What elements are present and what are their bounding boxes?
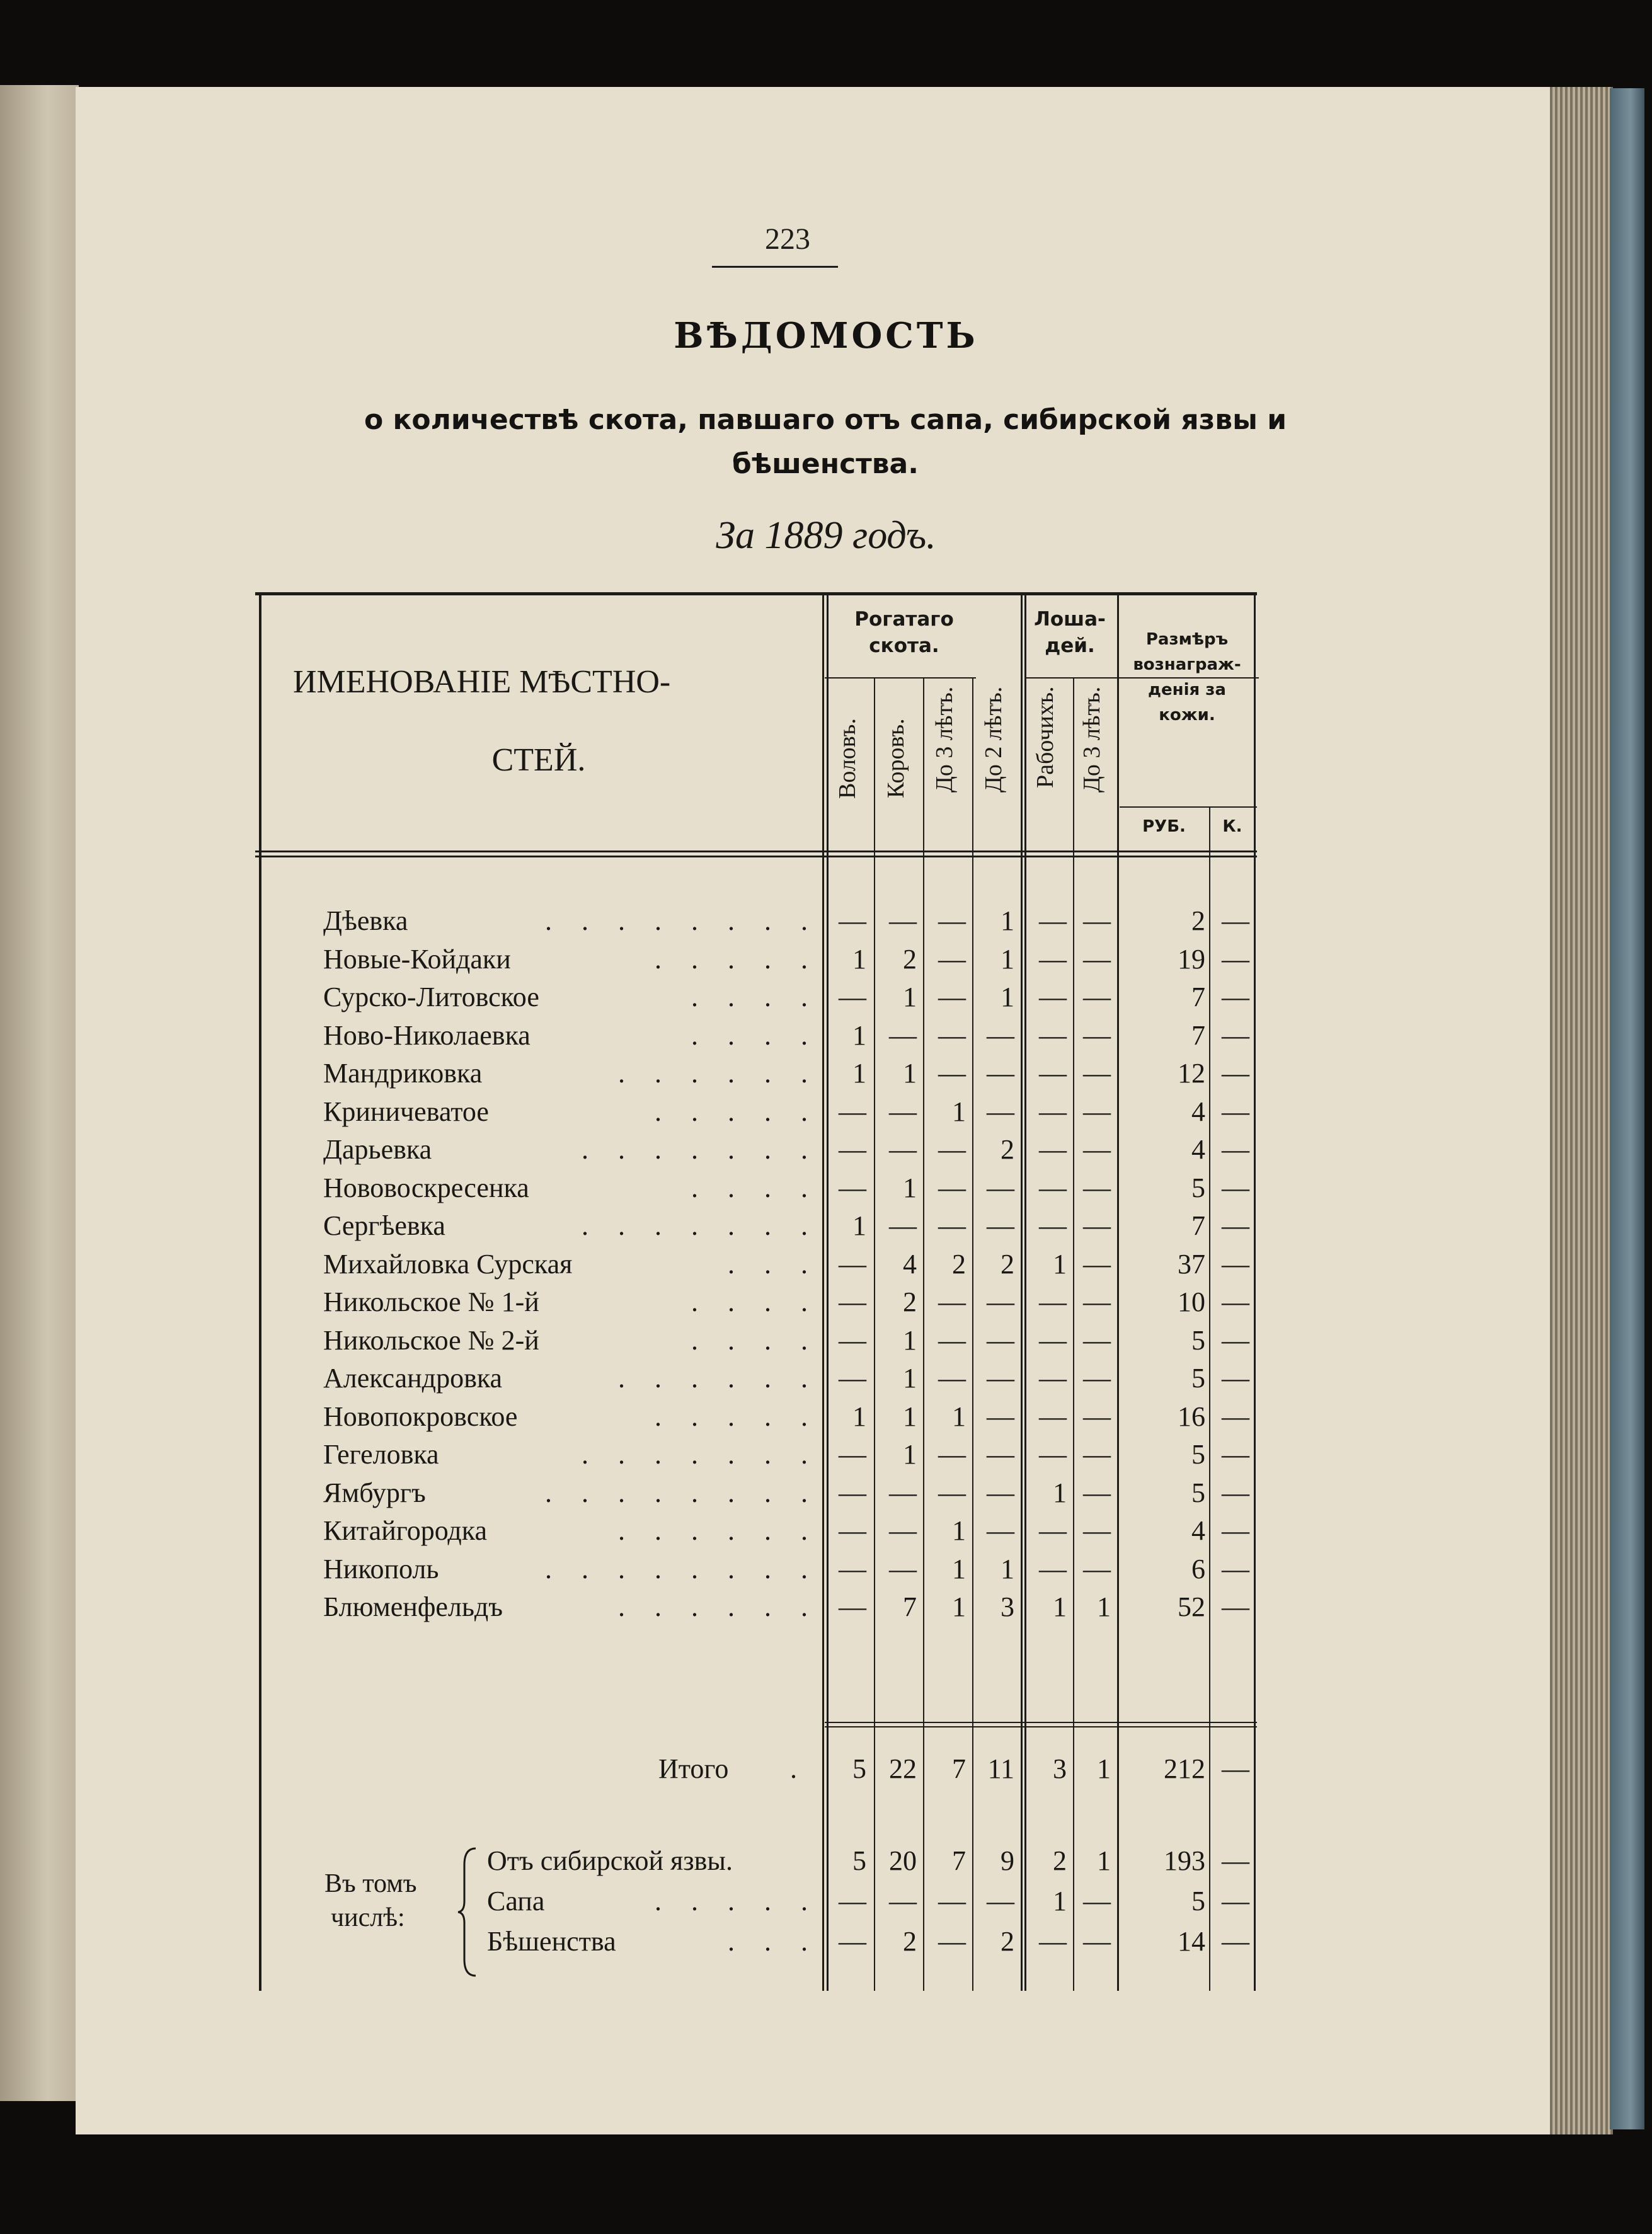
total-cows: 22: [889, 1753, 917, 1784]
cell-oxen: —: [839, 1591, 866, 1622]
cell-y3: —: [938, 1020, 966, 1051]
cell-kop: —: [1222, 1210, 1249, 1241]
row-name: Никольское № 1-й: [323, 1286, 539, 1317]
total-rub: 212: [1164, 1753, 1205, 1784]
cell-foal: —: [1083, 1172, 1111, 1203]
cell-y3: —: [938, 1058, 966, 1089]
row-name: Мандриковка: [323, 1058, 483, 1089]
row-name: Нововоскресенка: [323, 1172, 529, 1203]
cell-work: —: [1039, 1096, 1067, 1127]
cell-work: 1: [1053, 1477, 1067, 1508]
leader-dots: . . .: [728, 1926, 819, 1957]
cell-y3: —: [938, 982, 966, 1012]
cell-work: —: [1039, 1210, 1067, 1241]
cell-y3: —: [938, 1134, 966, 1165]
cell-oxen: 5: [852, 1845, 866, 1876]
cell-cows: 20: [889, 1845, 917, 1876]
breakdown-label: числѣ:: [331, 1903, 405, 1932]
cell-kop: —: [1222, 1515, 1249, 1546]
cell-y2: —: [987, 1172, 1014, 1203]
leader-dots: . . . . . . . .: [545, 905, 819, 936]
facing-page-edge: [0, 85, 79, 2101]
cell-y3: 1: [952, 1515, 966, 1546]
cell-work: 1: [1053, 1249, 1067, 1280]
cell-y3: —: [938, 905, 966, 936]
cell-rub: 10: [1178, 1286, 1205, 1317]
cell-cows: —: [889, 1210, 917, 1241]
cell-rub: 4: [1191, 1134, 1205, 1165]
row-name: Гегеловка: [323, 1439, 439, 1470]
cell-kop: —: [1222, 1058, 1249, 1089]
cell-oxen: —: [839, 1477, 866, 1508]
cell-work: —: [1039, 1020, 1067, 1051]
cell-oxen: 1: [852, 1401, 866, 1432]
cell-oxen: —: [839, 1096, 866, 1127]
cell-work: —: [1039, 1058, 1067, 1089]
header-col-foals3: До 3 лѣтъ.: [1079, 687, 1105, 793]
cell-y2: 9: [1001, 1845, 1014, 1876]
cell-foal: —: [1083, 1249, 1111, 1280]
cell-work: —: [1039, 1286, 1067, 1317]
cell-oxen: 1: [852, 1210, 866, 1241]
row-name: Ново-Николаевка: [323, 1020, 531, 1051]
cell-rub: 12: [1178, 1058, 1205, 1089]
leader-dots: . . . . .: [655, 944, 819, 975]
cell-cows: 2: [903, 1286, 917, 1317]
cell-y2: —: [987, 1439, 1014, 1470]
cell-rub: 37: [1178, 1249, 1205, 1280]
cell-work: 1: [1053, 1591, 1067, 1622]
header-name-line2: СТЕЙ.: [491, 742, 586, 778]
cell-oxen: —: [839, 1325, 866, 1356]
header-group-reward: Размѣръ вознаграж-денія за кожи.: [1133, 630, 1241, 725]
cell-foal: —: [1083, 1886, 1111, 1916]
row-name: Новые-Койдаки: [323, 944, 511, 975]
cell-foal: —: [1083, 1363, 1111, 1394]
cell-oxen: —: [839, 905, 866, 936]
cell-cows: —: [889, 1515, 917, 1546]
cell-work: —: [1039, 1172, 1067, 1203]
row-name: Александровка: [323, 1363, 503, 1394]
cell-y2: —: [987, 1286, 1014, 1317]
cell-kop: —: [1222, 982, 1249, 1012]
cell-y3: —: [938, 944, 966, 975]
row-name: Никополь: [323, 1554, 439, 1584]
column-rule: [1117, 592, 1119, 1991]
cell-cows: 1: [903, 1325, 917, 1356]
cell-cows: —: [889, 1134, 917, 1165]
cell-foal: —: [1083, 1554, 1111, 1584]
cell-cows: —: [889, 1020, 917, 1051]
cell-oxen: —: [839, 1249, 866, 1280]
leader-dots: . . . . .: [655, 1401, 819, 1432]
row-name: Михайловка Сурская: [323, 1249, 573, 1280]
cell-kop: —: [1222, 1249, 1249, 1280]
cell-rub: 5: [1191, 1325, 1205, 1356]
cell-y2: 1: [1001, 1554, 1014, 1584]
cell-kop: —: [1222, 1886, 1249, 1916]
cell-cows: 7: [903, 1591, 917, 1622]
leader-dots: . . . . . .: [618, 1058, 819, 1089]
cell-rub: 7: [1191, 982, 1205, 1012]
cell-rub: 5: [1191, 1439, 1205, 1470]
cell-rub: 5: [1191, 1363, 1205, 1394]
document-subtitle: о количествѣ скота, павшаго отъ сапа, сибирской язвы и бѣшенства.: [364, 404, 1287, 480]
leader-dots: . . . . . . .: [582, 1210, 819, 1241]
cell-oxen: —: [839, 1363, 866, 1394]
header-group-horses: Лоша-дей.: [1034, 608, 1106, 657]
header-col-cows: Коровъ.: [883, 718, 909, 798]
cell-rub: 7: [1191, 1210, 1205, 1241]
cell-rub: 16: [1178, 1401, 1205, 1432]
header-col-kop: К.: [1222, 817, 1242, 836]
header-bottom-rule: [255, 851, 1257, 852]
total-rule: [825, 1726, 1257, 1727]
cell-kop: —: [1222, 1439, 1249, 1470]
cell-oxen: 1: [852, 1058, 866, 1089]
cell-cows: 1: [903, 1363, 917, 1394]
cell-y2: —: [987, 1058, 1014, 1089]
cell-work: —: [1039, 1439, 1067, 1470]
statistics-table: [255, 592, 1257, 1991]
row-name: Отъ сибирской язвы.: [487, 1845, 733, 1876]
document-title: ВѢДОМОСТЬ: [674, 315, 978, 357]
cell-foal: —: [1083, 1477, 1111, 1508]
leader-dots: . . . . . . . .: [545, 1477, 819, 1508]
cell-y2: —: [987, 1210, 1014, 1241]
cell-foal: —: [1083, 905, 1111, 936]
leader-dots: . . . .: [691, 1286, 819, 1317]
leader-dots: . . . . .: [655, 1096, 819, 1127]
cell-work: —: [1039, 1325, 1067, 1356]
column-rule: [1254, 592, 1256, 1991]
cell-kop: —: [1222, 1325, 1249, 1356]
cell-kop: —: [1222, 1477, 1249, 1508]
cell-kop: —: [1222, 1363, 1249, 1394]
cell-work: —: [1039, 1926, 1067, 1957]
cell-work: —: [1039, 1515, 1067, 1546]
cell-foal: 1: [1097, 1845, 1111, 1876]
row-name: Ямбургъ: [323, 1477, 426, 1508]
cell-rub: 4: [1191, 1515, 1205, 1546]
cell-y2: 1: [1001, 905, 1014, 936]
cell-cows: —: [889, 1554, 917, 1584]
cell-cows: 1: [903, 1439, 917, 1470]
total-rule: [825, 1722, 1257, 1723]
cell-rub: 2: [1191, 905, 1205, 936]
header-group-cattle: Рогатаго скота.: [854, 608, 954, 657]
cell-y3: 1: [952, 1096, 966, 1127]
cell-cows: 1: [903, 1172, 917, 1203]
cell-cows: 2: [903, 944, 917, 975]
header-col-workhorses: Рабочихъ.: [1032, 687, 1058, 789]
cell-y2: 1: [1001, 982, 1014, 1012]
leader-dots: . . . . . . . .: [545, 1554, 819, 1584]
cell-y3: —: [938, 1477, 966, 1508]
total-label: Итого: [658, 1753, 729, 1784]
cell-cows: —: [889, 1886, 917, 1916]
cell-foal: —: [1083, 1134, 1111, 1165]
leader-dots: . . . . . . .: [582, 1439, 819, 1470]
cell-y2: 2: [1001, 1249, 1014, 1280]
cell-kop: —: [1222, 1096, 1249, 1127]
cell-oxen: —: [839, 1439, 866, 1470]
row-name: Сапа: [487, 1886, 545, 1916]
row-name: Бѣшенства: [487, 1926, 616, 1957]
cell-rub: 19: [1178, 944, 1205, 975]
cell-y2: 3: [1001, 1591, 1014, 1622]
leader-dots: . . . . .: [655, 1886, 819, 1916]
cell-work: 2: [1053, 1845, 1067, 1876]
cell-foal: —: [1083, 1439, 1111, 1470]
cell-cows: 1: [903, 1401, 917, 1432]
cell-rub: 193: [1164, 1845, 1205, 1876]
cell-y2: —: [987, 1401, 1014, 1432]
cell-oxen: —: [839, 1172, 866, 1203]
cell-y2: 2: [1001, 1134, 1014, 1165]
cell-work: —: [1039, 944, 1067, 975]
header-col-rub: РУБ.: [1142, 817, 1186, 836]
cell-foal: —: [1083, 1401, 1111, 1432]
cell-y3: 1: [952, 1591, 966, 1622]
cell-oxen: —: [839, 1554, 866, 1584]
cell-kop: —: [1222, 1286, 1249, 1317]
leader-dots: . . .: [728, 1249, 819, 1280]
cell-y2: —: [987, 1886, 1014, 1916]
cell-cows: —: [889, 905, 917, 936]
cell-kop: —: [1222, 1591, 1249, 1622]
page-stack-edge: [1550, 87, 1613, 2134]
cell-cows: —: [889, 1096, 917, 1127]
cell-foal: —: [1083, 1210, 1111, 1241]
row-name: Сурско-Литовское: [323, 982, 539, 1012]
cell-y3: —: [938, 1210, 966, 1241]
cell-y2: —: [987, 1477, 1014, 1508]
leader-dots: . . . . . .: [618, 1515, 819, 1546]
row-name: Дарьевка: [323, 1134, 432, 1165]
cell-rub: 14: [1178, 1926, 1205, 1957]
cell-y3: —: [938, 1926, 966, 1957]
cell-rub: 52: [1178, 1591, 1205, 1622]
cell-work: —: [1039, 1134, 1067, 1165]
book-cover-edge: [1610, 88, 1644, 2129]
cell-rub: 5: [1191, 1477, 1205, 1508]
row-name: Дѣевка: [323, 905, 408, 936]
cell-y3: —: [938, 1286, 966, 1317]
cell-kop: —: [1222, 905, 1249, 936]
cell-rub: 6: [1191, 1554, 1205, 1584]
row-name: Сергѣевка: [323, 1210, 445, 1241]
cell-y2: —: [987, 1325, 1014, 1356]
year-line: За 1889 годъ.: [716, 514, 936, 557]
cell-foal: —: [1083, 1515, 1111, 1546]
header-col-oxen: Воловъ.: [834, 718, 861, 799]
total-work: 3: [1053, 1753, 1067, 1784]
cell-cows: —: [889, 1477, 917, 1508]
leader-dots: . . . . . . .: [582, 1134, 819, 1165]
cell-rub: 5: [1191, 1886, 1205, 1916]
cell-y3: 1: [952, 1554, 966, 1584]
cell-y3: 1: [952, 1401, 966, 1432]
cell-kop: —: [1222, 1172, 1249, 1203]
cell-oxen: —: [839, 1134, 866, 1165]
leader-dots: . . . .: [691, 1020, 819, 1051]
cell-y3: —: [938, 1172, 966, 1203]
cell-kop: —: [1222, 1401, 1249, 1432]
cell-y2: 1: [1001, 944, 1014, 975]
cell-oxen: —: [839, 1515, 866, 1546]
cell-work: 1: [1053, 1886, 1067, 1916]
total-foal: 1: [1097, 1753, 1111, 1784]
cell-rub: 5: [1191, 1172, 1205, 1203]
cell-kop: —: [1222, 1554, 1249, 1584]
cell-foal: —: [1083, 1286, 1111, 1317]
cell-kop: —: [1222, 1845, 1249, 1876]
cell-y2: —: [987, 1363, 1014, 1394]
header-bottom-rule: [255, 856, 1257, 857]
cell-cows: 1: [903, 982, 917, 1012]
cell-foal: 1: [1097, 1591, 1111, 1622]
cell-kop: —: [1222, 1020, 1249, 1051]
page-number-rule: [712, 266, 838, 268]
cell-y2: —: [987, 1096, 1014, 1127]
cell-kop: —: [1222, 1134, 1249, 1165]
cell-foal: —: [1083, 1096, 1111, 1127]
leader-dots: . . . .: [691, 1325, 819, 1356]
cell-cows: 1: [903, 1058, 917, 1089]
cell-y2: 2: [1001, 1926, 1014, 1957]
cell-work: —: [1039, 1401, 1067, 1432]
cell-work: —: [1039, 1554, 1067, 1584]
table-top-rule: [255, 592, 1257, 595]
subheader-rule: [825, 677, 976, 679]
leader-dots: .: [790, 1753, 808, 1784]
cell-kop: —: [1222, 944, 1249, 975]
column-rule: [259, 592, 261, 1991]
header-col-young3: До 3 лѣтъ.: [931, 687, 958, 793]
reward-unit-rule: [1120, 806, 1257, 808]
leader-dots: . . . .: [691, 1172, 819, 1203]
total-kop: —: [1222, 1753, 1249, 1784]
cell-y3: —: [938, 1325, 966, 1356]
leader-dots: . . . .: [691, 982, 819, 1012]
header-name-line1: ИМЕНОВАНІЕ МѢСТНО-: [293, 664, 671, 700]
cell-work: —: [1039, 905, 1067, 936]
row-name: Блюменфельдъ: [323, 1591, 503, 1622]
cell-y2: —: [987, 1020, 1014, 1051]
total-y3: 7: [952, 1753, 966, 1784]
cell-y2: —: [987, 1515, 1014, 1546]
page-number: 223: [765, 222, 810, 256]
cell-oxen: —: [839, 1926, 866, 1957]
cell-foal: —: [1083, 944, 1111, 975]
header-col-young2: До 2 лѣтъ.: [980, 687, 1007, 793]
cell-cows: 4: [903, 1249, 917, 1280]
row-name: Новопокровское: [323, 1401, 518, 1432]
total-oxen: 5: [852, 1753, 866, 1784]
leader-dots: . . . . . .: [618, 1363, 819, 1394]
breakdown-label: Въ томъ: [324, 1869, 417, 1898]
total-y2: 11: [987, 1753, 1014, 1784]
cell-foal: —: [1083, 1926, 1111, 1957]
cell-y3: 7: [952, 1845, 966, 1876]
row-name: Криничеватое: [323, 1096, 489, 1127]
cell-foal: —: [1083, 1020, 1111, 1051]
cell-y3: —: [938, 1363, 966, 1394]
cell-cows: 2: [903, 1926, 917, 1957]
cell-foal: —: [1083, 982, 1111, 1012]
cell-oxen: —: [839, 1286, 866, 1317]
cell-rub: 7: [1191, 1020, 1205, 1051]
row-name: Никольское № 2-й: [323, 1325, 539, 1356]
cell-foal: —: [1083, 1325, 1111, 1356]
row-name: Китайгородка: [323, 1515, 488, 1546]
brace-icon: [456, 1846, 481, 1978]
cell-rub: 4: [1191, 1096, 1205, 1127]
cell-y3: —: [938, 1439, 966, 1470]
cell-oxen: —: [839, 1886, 866, 1916]
cell-y3: —: [938, 1886, 966, 1916]
cell-kop: —: [1222, 1926, 1249, 1957]
cell-foal: —: [1083, 1058, 1111, 1089]
cell-work: —: [1039, 1363, 1067, 1394]
cell-oxen: 1: [852, 944, 866, 975]
cell-work: —: [1039, 982, 1067, 1012]
cell-y3: 2: [952, 1249, 966, 1280]
cell-oxen: 1: [852, 1020, 866, 1051]
cell-oxen: —: [839, 982, 866, 1012]
leader-dots: . . . . . .: [618, 1591, 819, 1622]
